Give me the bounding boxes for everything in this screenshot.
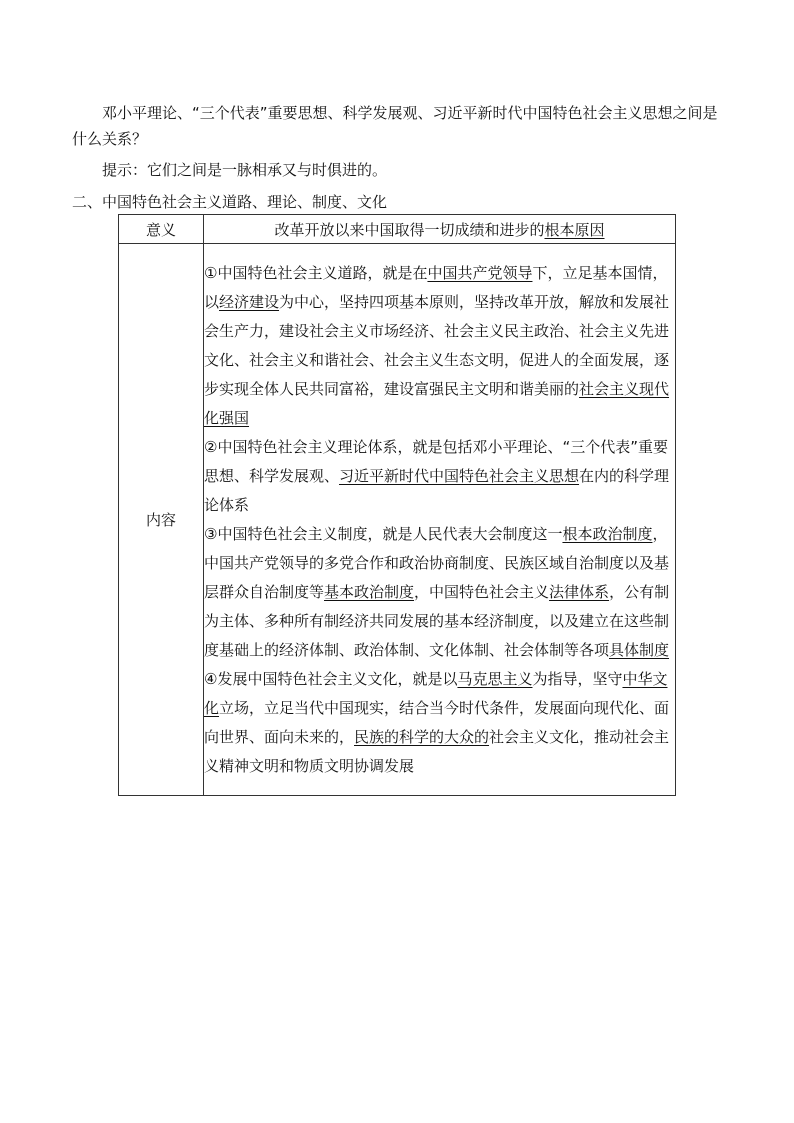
hint-paragraph bbox=[102, 157, 387, 183]
underlined-term: 中国共产党领导 bbox=[427, 263, 533, 282]
text-run: 邓小平理论、“三个代表”重要思想、科学发展观、习近平新时代中国特色社会主义思想之间是什么关系？ bbox=[72, 104, 718, 148]
underlined-term: 基本政治制度 bbox=[324, 582, 415, 601]
text-run: ③中国特色社会主义制度，就是人民代表大会制度这一 bbox=[204, 524, 563, 543]
underlined-term: 习近平新时代中国特色社会主义思想 bbox=[339, 466, 580, 485]
text-run: ④发展中国特色社会主义文化，就是以 bbox=[204, 669, 458, 688]
underlined-term: 法律体系 bbox=[549, 582, 610, 601]
row-label-significance: 意义 bbox=[119, 215, 204, 244]
text-run: 立场，立足当代中国现实，结合当今时代条件，发展面向现代化、面向世界、面向未来的， bbox=[204, 698, 670, 746]
underlined-term: 中华文化 bbox=[204, 669, 668, 717]
text-run: 下，立足基本国情，以 bbox=[204, 263, 668, 311]
table-row-content bbox=[119, 244, 676, 796]
text-run: 改革开放以来中国取得一切成绩和进步的 bbox=[274, 220, 545, 239]
text-run: ，中国共产党领导的多党合作和政治协商制度、民族区域自治制度以及基层群众自治制度等 bbox=[204, 524, 670, 601]
text-run: ，公有制为主体、多种所有制经济共同发展的基本经济制度，以及建立在这些制度基础上的经济体制、政治体制、文化体制、社会体制等各项 bbox=[204, 582, 670, 659]
row-value-content bbox=[204, 244, 676, 796]
underlined-term: 民族的科学的大众的 bbox=[354, 727, 490, 746]
underlined-term: 经济建设 bbox=[219, 292, 280, 311]
text-run: 提示：它们之间是一脉相承又与时俱进的。 bbox=[102, 161, 388, 179]
table-row-significance bbox=[119, 215, 676, 244]
question-paragraph bbox=[72, 100, 732, 152]
text-run: ，中国特色社会主义 bbox=[414, 582, 550, 601]
underlined-term: 社会主义现代化强国 bbox=[204, 379, 670, 427]
content-item-culture bbox=[204, 665, 675, 781]
underlined-term: 具体制度 bbox=[609, 640, 670, 659]
underlined-term: 马克思主义 bbox=[457, 669, 533, 688]
row-value-significance bbox=[204, 215, 676, 244]
underlined-term: 根本原因 bbox=[544, 220, 605, 239]
row-label-content: 内容 bbox=[119, 244, 204, 796]
info-table bbox=[118, 214, 676, 796]
content-item-system bbox=[204, 520, 675, 665]
significance-text bbox=[204, 219, 675, 240]
underlined-term: 根本政治制度 bbox=[562, 524, 653, 543]
text-run: 社会主义文化，推动社会主义精神文明和物质文明协调发展 bbox=[204, 727, 670, 775]
text-run: ①中国特色社会主义道路，就是在 bbox=[204, 263, 428, 282]
text-run: ②中国特色社会主义理论体系，就是包括邓小平理论、“三个代表”重要思想、科学发展观、 bbox=[204, 437, 668, 485]
text-run: 二、中国特色社会主义道路、理论、制度、文化 bbox=[72, 193, 388, 211]
text-run: 为中心，坚持四项基本原则，坚持改革开放，解放和发展社会生产力，建设社会主义市场经济、社会主义民主政治、社会主义先进文化、社会主义和谐社会、社会主义生态文明，促进人的全面发展，逐步实现全体人民共同富裕，建设富强民主文明和谐美丽的 bbox=[204, 292, 670, 398]
content-item-road bbox=[204, 259, 675, 433]
text-run: 在内的科学理论体系 bbox=[204, 466, 670, 514]
section-heading bbox=[72, 189, 387, 215]
content-item-theory bbox=[204, 433, 675, 520]
text-run: 为指导，坚守 bbox=[532, 669, 623, 688]
